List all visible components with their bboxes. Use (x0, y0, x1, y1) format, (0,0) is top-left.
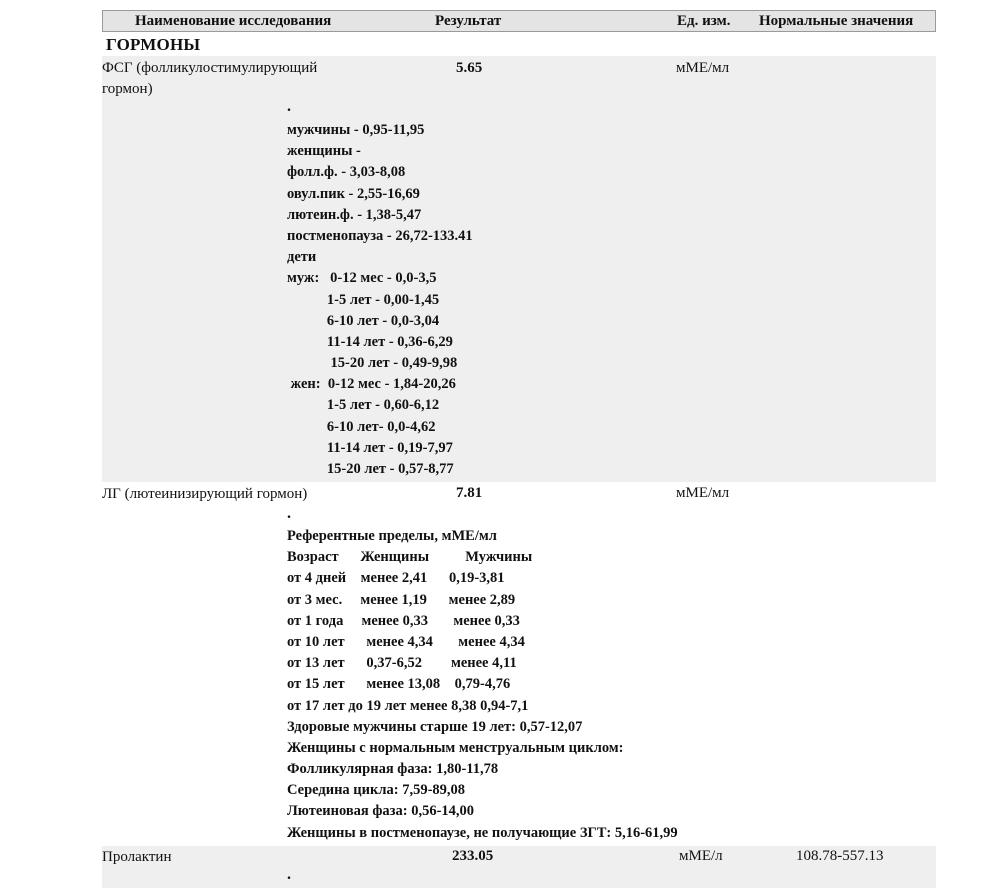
row-lh-reference (287, 526, 678, 844)
ref-line: 6-10 лет - 0,0-3,04 (287, 312, 440, 329)
ref-line: 11-14 лет - 0,19-7,97 (287, 439, 453, 456)
row-prolactin-unit: мМЕ/л (679, 848, 723, 864)
ref-line: Лютеиновая фаза: 0,56-14,00 (287, 803, 475, 820)
ref-line: 15-20 лет - 0,49-9,98 (287, 355, 458, 372)
ref-line: от 10 лет менее 4,34 менее 4,34 (287, 633, 525, 650)
ref-line: овул.пик - 2,55-16,69 (287, 185, 420, 202)
ref-line: лютеин.ф. - 1,38-5,47 (287, 206, 422, 223)
ref-line: дети (287, 249, 317, 266)
row-prolactin-result: 233.05 (452, 848, 494, 864)
ref-line: Здоровые мужчины старше 19 лет: 0,57-12,07 (287, 718, 583, 735)
row-prolactin-norm: 108.78-557.13 (796, 848, 884, 864)
ref-line: от 3 мес. менее 1,19 менее 2,89 (287, 591, 516, 608)
row-lh-result: 7.81 (456, 485, 483, 501)
ref-line: постменопауза - 26,72-133.41 (287, 227, 473, 244)
header-unit: Ед. изм. (677, 13, 731, 29)
ref-line: женщины - (287, 143, 361, 160)
header-result: Результат (435, 13, 502, 29)
row-fsh-reference (287, 120, 473, 480)
ref-line: 11-14 лет - 0,36-6,29 (287, 333, 453, 350)
row-fsh-dot: . (287, 98, 291, 115)
ref-line: Фолликулярная фаза: 1,80-11,78 (287, 761, 499, 778)
ref-line: муж: 0-12 мес - 0,0-3,5 (287, 270, 437, 287)
ref-line: Женщины в постменопаузе, не получающие ЗГТ: 5,16-61,99 (287, 824, 678, 841)
ref-line: от 15 лет менее 13,08 0,79-4,76 (287, 676, 511, 693)
ref-line: Женщины с нормальным менструальным циклом: (287, 739, 624, 756)
ref-line: Референтные пределы, мМЕ/мл (287, 528, 497, 544)
row-fsh-unit: мМЕ/мл (676, 60, 730, 76)
ref-line: от 4 дней менее 2,41 0,19-3,81 (287, 570, 505, 587)
ref-line: фолл.ф. - 3,03-8,08 (287, 164, 406, 181)
ref-line: от 17 лет до 19 лет менее 8,38 0,94-7,1 (287, 697, 529, 714)
section-title: ГОРМОНЫ (106, 35, 201, 54)
header-name: Наименование исследования (135, 13, 332, 29)
ref-line: мужчины - 0,95-11,95 (287, 122, 425, 138)
ref-line: Возраст Женщины Мужчины (287, 549, 533, 566)
ref-line: от 1 года менее 0,33 менее 0,33 (287, 612, 520, 629)
row-fsh-band (102, 56, 936, 482)
ref-line: 1-5 лет - 0,00-1,45 (287, 291, 440, 308)
table-header (102, 10, 936, 32)
ref-line: жен: 0-12 мес - 1,84-20,26 (287, 376, 456, 393)
ref-line: Середина цикла: 7,59-89,08 (287, 782, 466, 799)
ref-line: 1-5 лет - 0,60-6,12 (287, 397, 440, 414)
row-lh-unit: мМЕ/мл (676, 485, 730, 501)
header-norm: Нормальные значения (759, 13, 914, 29)
row-fsh-name: ФСГ (фолликулостимулирующий гормон) (102, 60, 318, 97)
row-lh-dot: . (287, 505, 291, 522)
ref-line: 6-10 лет- 0,0-4,62 (287, 418, 436, 435)
row-prolactin-dot: . (287, 866, 291, 883)
row-fsh-result: 5.65 (456, 60, 483, 76)
row-lh-name: ЛГ (лютеинизирующий гормон) (102, 486, 308, 502)
row-prolactin-name: Пролактин (102, 849, 172, 865)
ref-line: 15-20 лет - 0,57-8,77 (287, 461, 454, 477)
ref-line: от 13 лет 0,37-6,52 менее 4,11 (287, 655, 517, 672)
